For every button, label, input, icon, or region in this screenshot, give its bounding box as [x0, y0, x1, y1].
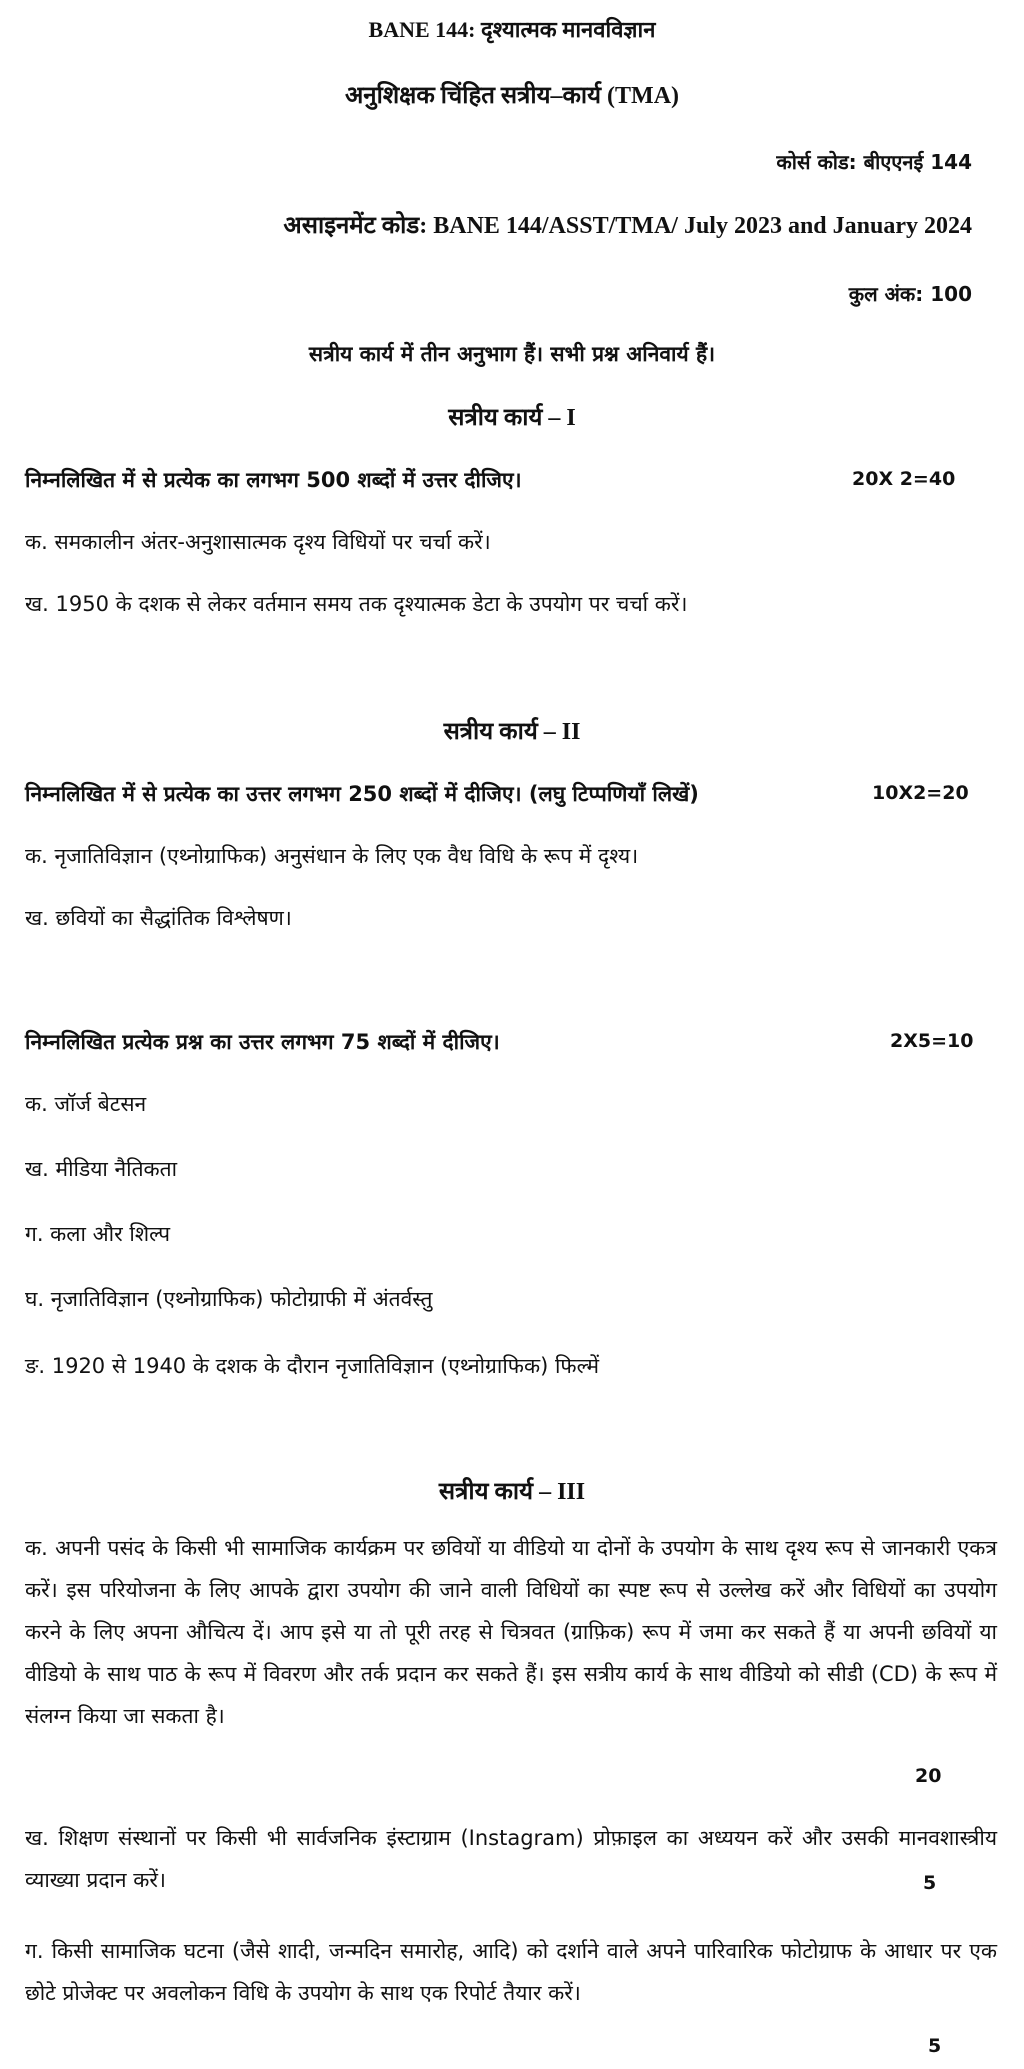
section2-marks: 10X2=20 — [872, 782, 969, 804]
course-code: कोर्स कोड: बीएएनई 144 — [776, 150, 972, 174]
question-marks: 5 — [928, 2035, 942, 2057]
section2-instruction: निम्नलिखित में से प्रत्येक का उत्तर लगभग 250 शब्दों में दीजिए। (लघु टिप्पणियाँ लिखें) — [25, 782, 699, 806]
section1-marks: 20X 2=40 — [852, 468, 956, 490]
question-marks: 5 — [923, 1872, 937, 1894]
section-heading-3: सत्रीय कार्य – III — [438, 1479, 586, 1505]
total-marks: कुल अंक: 100 — [848, 282, 972, 306]
question-item: क. नृजातिविज्ञान (एथ्नोग्राफिक) अनुसंधान के लिए एक वैध विधि के रूप में दृश्य। — [25, 844, 639, 868]
question-item: क. समकालीन अंतर-अनुशासात्मक दृश्य विधियों पर चर्चा करें। — [25, 530, 491, 554]
question-paragraph: ग. किसी सामाजिक घटना (जैसे शादी, जन्मदिन समारोह, आदि) को दर्शाने वाले अपने पारिवारिक फोटोग्राफ के आधार पर एक छोटे प्रोजेक्ट पर अवलोकन विधि के उपयोग के साथ एक रिपोर्ट तैयार करें। — [25, 1939, 997, 2005]
document-title: BANE 144: दृश्यात्मक मानवविज्ञान — [368, 17, 656, 42]
section-heading-1: सत्रीय कार्य – I — [448, 405, 576, 431]
question-item: ख. छवियों का सैद्धांतिक विश्लेषण। — [25, 906, 292, 930]
question-item: क. जॉर्ज बेटसन — [25, 1092, 147, 1116]
section2-instruction-short: निम्नलिखित प्रत्येक प्रश्न का उत्तर लगभग 75 शब्दों में दीजिए। — [25, 1030, 500, 1054]
question-item: ख. मीडिया नैतिकता — [25, 1157, 178, 1181]
question-paragraph: ख. शिक्षण संस्थानों पर किसी भी सार्वजनिक इंस्टाग्राम (Instagram) प्रोफ़ाइल का अध्ययन करें और उसकी मानवशास्त्रीय व्याख्या प्रदान करें। — [25, 1826, 997, 1892]
question-item: घ. नृजातिविज्ञान (एथ्नोग्राफिक) फोटोग्राफी में अंतर्वस्तु — [25, 1287, 433, 1311]
question-item: ख. 1950 के दशक से लेकर वर्तमान समय तक दृश्यात्मक डेटा के उपयोग पर चर्चा करें। — [25, 592, 688, 616]
document-subtitle: अनुशिक्षक चिंहित सत्रीय–कार्य (TMA) — [344, 83, 680, 109]
assignment-code: असाइनमेंट कोड: BANE 144/ASST/TMA/ July 2023 and January 2024 — [283, 213, 972, 239]
question-paragraph: क. अपनी पसंद के किसी भी सामाजिक कार्यक्रम पर छवियों या वीडियो या दोनों के उपयोग के साथ दृश्य रूप से जानकारी एकत्र करें। इस परियोजना के लिए आपके द्वारा उपयोग की जाने वाली विधियों का स्पष्ट रूप से उल्लेख करें और विधियों का उपयोग करने के लिए अपना औचित्य दें। आप इसे या तो पूरी तरह से चित्रवत (ग्राफ़िक) रूप में जमा कर सकते हैं या अपनी छवियों या वीडियो के साथ पाठ के रूप में विवरण और तर्क प्रदान कर सकते हैं। इस सत्रीय कार्य के साथ वीडियो को सीडी (CD) के रूप में संलग्न किया जा सकता है। — [25, 1536, 997, 1728]
question-item: ग. कला और शिल्प — [25, 1222, 171, 1246]
question-marks: 20 — [915, 1765, 942, 1787]
section2-short-marks: 2X5=10 — [890, 1030, 974, 1052]
section1-instruction: निम्नलिखित में से प्रत्येक का लगभग 500 शब्दों में उत्तर दीजिए। — [25, 468, 522, 492]
instructions-note: सत्रीय कार्य में तीन अनुभाग हैं। सभी प्रश्न अनिवार्य हैं। — [308, 342, 716, 366]
section-heading-2: सत्रीय कार्य – II — [443, 719, 581, 745]
question-item: ङ. 1920 से 1940 के दशक के दौरान नृजातिविज्ञान (एथ्नोग्राफिक) फिल्में — [25, 1354, 600, 1378]
